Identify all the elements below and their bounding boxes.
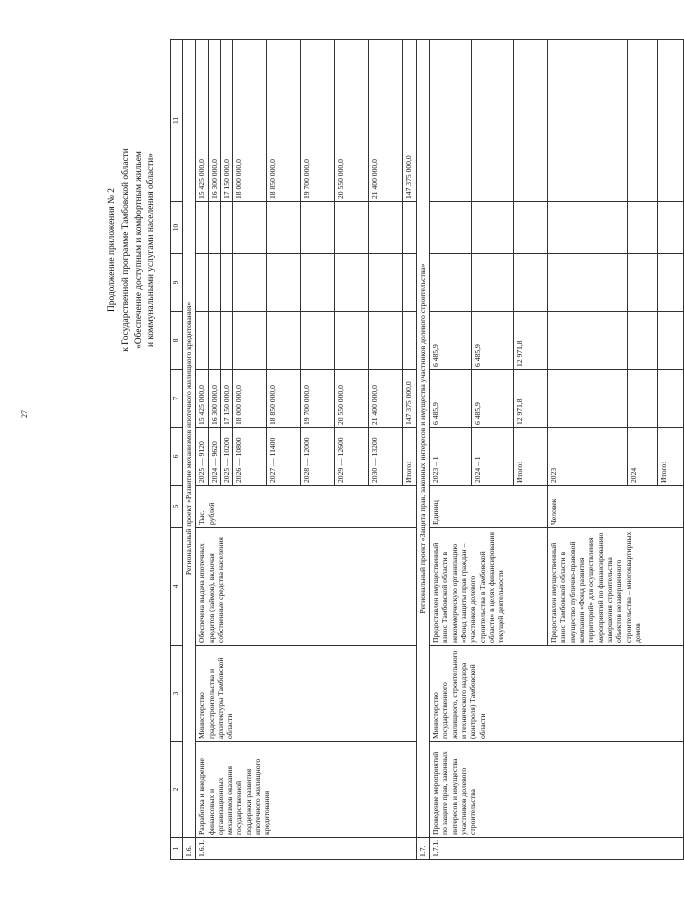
col-num: 7 (171, 370, 183, 428)
indicator-cell: Предоставлен имущественный взнос Тамбовской области в некоммерческую организацию «Фонд защиты прав граждан – участников долевого строительства в Тамбовской области» в целях финансирования текущей деятельности (430, 528, 548, 646)
value-cell: 17 150 000,0 (220, 370, 232, 428)
unit-cell: Единиц (430, 486, 548, 528)
empty-cell (548, 254, 628, 312)
empty-cell (233, 312, 267, 370)
value-cell: 6 485,9 (472, 370, 514, 428)
empty-cell (628, 40, 658, 202)
empty-cell (628, 254, 658, 312)
total-cell: 147 375 000,0 (403, 40, 417, 202)
empty-cell (472, 254, 514, 312)
total-cell: 21 400 000,0 (369, 40, 403, 202)
period-cell: 2027 — 11400 (267, 428, 301, 486)
empty-cell (514, 40, 548, 202)
empty-cell (196, 312, 208, 370)
value-cell: 6 485,9 (430, 370, 472, 428)
period-cell: 2029 — 12600 (335, 428, 369, 486)
empty-cell (430, 202, 472, 254)
value-cell: 12 971,8 (514, 312, 548, 370)
heading-line-2: к Государственной программе Тамбовской области (121, 148, 131, 352)
section-row-1-7 (417, 40, 430, 860)
col-num: 6 (171, 428, 183, 486)
col-num: 11 (171, 40, 183, 202)
table-row (196, 40, 208, 860)
empty-cell (658, 202, 684, 254)
value-cell: 6 485,9 (430, 312, 472, 370)
empty-cell (196, 202, 208, 254)
total-label: Итого: (514, 428, 548, 486)
value-cell: 18 850 000,0 (267, 370, 301, 428)
total-label: Итого: (658, 428, 684, 486)
column-number-row (171, 40, 183, 860)
value-cell: 147 375 000,0 (403, 370, 417, 428)
empty-cell (196, 254, 208, 312)
period-cell: 2024 — 9620 (208, 428, 220, 486)
executor-cell: Министерство государственного жилищного, строительного и технического надзора (контроля) Тамбовской области (430, 646, 684, 742)
table-row (430, 40, 472, 860)
page-number: 27 (20, 410, 29, 418)
executor-cell: Министерство градостроительства и архитектуры Тамбовской области (196, 646, 417, 742)
program-table (170, 39, 684, 860)
empty-cell (267, 254, 301, 312)
empty-cell (472, 40, 514, 202)
col-num: 10 (171, 202, 183, 254)
empty-cell (548, 312, 628, 370)
col-num: 4 (171, 528, 183, 646)
value-cell: 20 550 000,0 (335, 370, 369, 428)
empty-cell (369, 202, 403, 254)
empty-cell (658, 370, 684, 428)
total-cell: 18 000 000,0 (233, 40, 267, 202)
empty-cell (220, 202, 232, 254)
total-cell: 20 550 000,0 (335, 40, 369, 202)
value-cell: 19 700 000,0 (301, 370, 335, 428)
section-number: 1.6. (183, 838, 196, 860)
empty-cell (233, 202, 267, 254)
empty-cell (369, 312, 403, 370)
empty-cell (267, 312, 301, 370)
empty-cell (403, 202, 417, 254)
empty-cell (472, 202, 514, 254)
value-cell: 15 425 000,0 (196, 370, 208, 428)
period-cell: 2028 — 12000 (301, 428, 335, 486)
section-title: Региональный проект «Развитие механизмов ипотечного жилищного кредитования» (183, 40, 196, 838)
empty-cell (233, 254, 267, 312)
empty-cell (301, 312, 335, 370)
col-num: 8 (171, 312, 183, 370)
empty-cell (301, 202, 335, 254)
col-num: 9 (171, 254, 183, 312)
empty-cell (301, 254, 335, 312)
empty-cell (628, 202, 658, 254)
total-cell: 15 425 000,0 (196, 40, 208, 202)
empty-cell (369, 254, 403, 312)
col-num: 5 (171, 486, 183, 528)
row-number: 1.6.1. (196, 838, 417, 860)
empty-cell (335, 202, 369, 254)
empty-cell (548, 202, 628, 254)
value-cell: 16 300 000,0 (208, 370, 220, 428)
empty-cell (220, 254, 232, 312)
period-cell: 2025 — 10200 (220, 428, 232, 486)
heading-line-3: «Обеспечение доступным и комфортным жильем (134, 151, 144, 349)
col-num: 3 (171, 646, 183, 742)
heading-line-4: и коммунальными услугами населения области» (146, 153, 156, 348)
event-cell: Разработка и внедрение финансовых и организационных механизмов оказания государственной поддержки развития ипотечного жилищного кредитования (196, 742, 417, 838)
indicator-cell: Предоставлен имущественный взнос Тамбовской области в имущество публично-правовой компании «Фонд развития территорий» для осуществления мероприятий по финансированию завершения строительства объектов незавершенного строительства – многоквартирных домов (548, 528, 684, 646)
rotated-page (100, 40, 669, 860)
empty-cell (548, 40, 628, 202)
empty-cell (658, 254, 684, 312)
row-number: 1.7.1. (430, 838, 684, 860)
section-title: Региональный проект «Защита прав, законных интересов и имущества участников долевого строительства» (417, 40, 430, 838)
section-row-1-6 (183, 40, 196, 860)
period-cell: 2024 (628, 428, 658, 486)
period-cell: 2023 – 1 (430, 428, 472, 486)
empty-cell (430, 254, 472, 312)
empty-cell (514, 202, 548, 254)
total-cell: 16 300 000,0 (208, 40, 220, 202)
total-label: Итого: (403, 428, 417, 486)
total-cell: 17 150 000,0 (220, 40, 232, 202)
empty-cell (208, 312, 220, 370)
heading-line-1: Продолжение приложения № 2 (107, 188, 117, 312)
empty-cell (514, 254, 548, 312)
unit-cell: Тыс. рублей (196, 486, 417, 528)
empty-cell (335, 254, 369, 312)
period-cell: 2023 (548, 428, 628, 486)
event-cell: Проведение мероприятий по защите прав, законных интересов и имущества участников долевого строительства (430, 742, 684, 838)
value-cell: 21 400 000,0 (369, 370, 403, 428)
empty-cell (430, 40, 472, 202)
section-number: 1.7. (417, 838, 430, 860)
empty-cell (548, 370, 628, 428)
period-cell: 2030 — 13200 (369, 428, 403, 486)
empty-cell (658, 40, 684, 202)
empty-cell (208, 254, 220, 312)
empty-cell (403, 254, 417, 312)
total-cell: 19 700 000,0 (301, 40, 335, 202)
empty-cell (628, 312, 658, 370)
empty-cell (267, 202, 301, 254)
period-cell: 2025 — 9120 (196, 428, 208, 486)
col-num: 1 (171, 838, 183, 860)
empty-cell (208, 202, 220, 254)
indicator-cell: Обеспечена выдача ипотечных кредитов (займов), включая собственные средства населения (196, 528, 417, 646)
appendix-heading (100, 40, 170, 860)
total-cell: 18 850 000,0 (267, 40, 301, 202)
col-num: 2 (171, 742, 183, 838)
value-cell: 6 485,9 (472, 312, 514, 370)
empty-cell (403, 312, 417, 370)
period-cell: 2024 – 1 (472, 428, 514, 486)
empty-cell (628, 370, 658, 428)
unit-cell: Человек (548, 486, 684, 528)
empty-cell (658, 312, 684, 370)
value-cell: 18 000 000,0 (233, 370, 267, 428)
empty-cell (220, 312, 232, 370)
empty-cell (335, 312, 369, 370)
value-cell: 12 971,8 (514, 370, 548, 428)
period-cell: 2026 — 10800 (233, 428, 267, 486)
